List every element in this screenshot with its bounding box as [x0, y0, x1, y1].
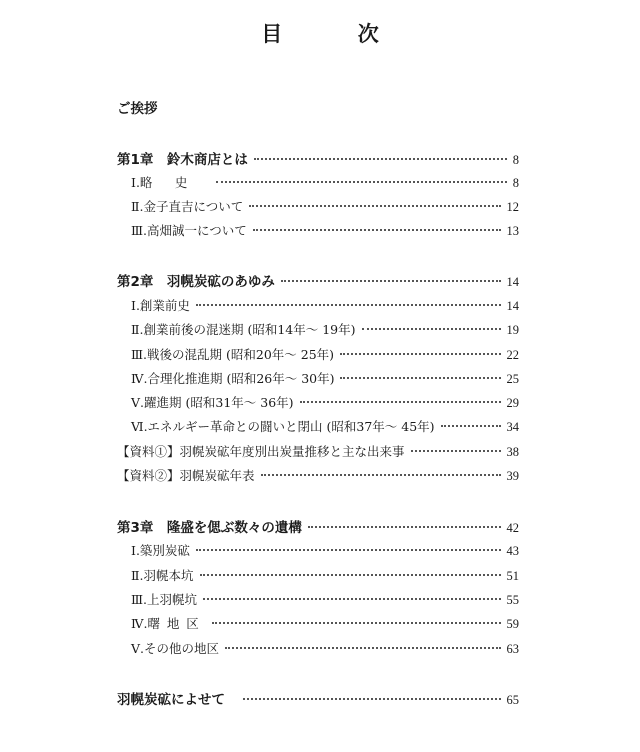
item-number: Ⅲ. — [131, 347, 148, 362]
toc-item[interactable] — [131, 639, 519, 657]
toc-item[interactable] — [131, 345, 519, 363]
leader-dots — [441, 425, 501, 427]
item-text: 創業前史 — [139, 298, 190, 313]
toc-chapter-1[interactable] — [117, 148, 519, 168]
page-number: 8 — [512, 176, 519, 190]
item-number: Ⅲ. — [131, 223, 148, 238]
leader-dots — [362, 328, 501, 330]
item-text: 【資料②】羽幌炭砿年表 — [117, 468, 255, 483]
item-number: Ⅱ. — [131, 322, 144, 337]
leader-dots — [212, 622, 501, 624]
leader-dots — [411, 450, 501, 452]
leader-dots — [203, 598, 500, 600]
item-number: Ⅵ. — [131, 419, 148, 434]
chapter-label: 第3章 隆盛を偲ぶ数々の遺構 — [117, 520, 302, 536]
page-number: 8 — [512, 153, 519, 167]
item-text: 合理化推進期 (昭和26年～ 30年) — [147, 371, 335, 386]
page-number: 42 — [506, 521, 519, 535]
leader-dots — [200, 574, 501, 576]
item-number: Ⅴ. — [131, 641, 145, 656]
item-text: 高畑誠一について — [147, 223, 247, 238]
page-number: 14 — [506, 275, 519, 289]
page-number: 34 — [506, 420, 519, 434]
page-number: 51 — [506, 569, 519, 583]
toc-item[interactable] — [131, 417, 519, 435]
item-number: Ⅱ. — [131, 199, 144, 214]
page-number: 65 — [506, 693, 519, 707]
page-number: 59 — [506, 617, 519, 631]
leader-dots — [308, 526, 501, 528]
toc-appendix-item[interactable] — [117, 466, 519, 484]
item-number: Ⅰ. — [131, 298, 140, 313]
page-number: 29 — [506, 396, 519, 410]
toc-greeting[interactable] — [117, 97, 158, 117]
toc-item[interactable] — [131, 614, 519, 632]
toc-item[interactable] — [131, 590, 519, 608]
page-number: 55 — [506, 593, 519, 607]
leader-dots — [254, 158, 507, 160]
leader-dots — [281, 280, 501, 282]
toc-closing[interactable] — [117, 688, 519, 708]
item-text: 戦後の混乱期 (昭和20年～ 25年) — [147, 347, 335, 362]
page-number: 39 — [506, 469, 519, 483]
page-number: 22 — [506, 348, 519, 362]
item-number: Ⅳ. — [131, 371, 148, 386]
item-number: Ⅲ. — [131, 592, 148, 607]
toc-item[interactable] — [131, 566, 519, 584]
closing-label: 羽幌炭砿によせて — [117, 692, 225, 708]
item-text: 上羽幌坑 — [147, 592, 198, 607]
toc-appendix-item[interactable] — [117, 442, 519, 460]
item-text: 羽幌本坑 — [143, 568, 194, 583]
toc-item[interactable] — [131, 296, 519, 314]
toc-greeting-label: ご挨拶 — [117, 101, 158, 117]
page-number: 43 — [506, 544, 519, 558]
leader-dots — [196, 304, 501, 306]
page-number: 12 — [506, 200, 519, 214]
page-number: 38 — [506, 445, 519, 459]
toc-item[interactable] — [131, 541, 519, 559]
toc-item[interactable] — [131, 173, 519, 191]
page-number: 63 — [506, 642, 519, 656]
item-text: 曙地区 — [147, 616, 206, 631]
item-text: 金子直吉について — [143, 199, 244, 214]
item-text: その他の地区 — [144, 641, 220, 656]
toc-item[interactable] — [131, 393, 519, 411]
leader-dots — [225, 647, 500, 649]
item-text: 躍進期 (昭和31年～ 36年) — [144, 395, 294, 410]
leader-dots — [243, 698, 501, 700]
item-text: エネルギー革命との闘いと閉山 (昭和37年～ 45年) — [147, 419, 435, 434]
item-number: Ⅰ. — [131, 543, 140, 558]
toc-item[interactable] — [131, 221, 519, 239]
item-text: 築別炭砿 — [139, 543, 190, 558]
chapter-label: 第2章 羽幌炭砿のあゆみ — [117, 274, 275, 290]
leader-dots — [340, 377, 500, 379]
page-number: 19 — [506, 323, 519, 337]
toc-item[interactable] — [131, 320, 519, 338]
leader-dots — [300, 401, 501, 403]
toc-chapter-3[interactable] — [117, 516, 519, 536]
page-number: 13 — [506, 224, 519, 238]
leader-dots — [261, 474, 501, 476]
page-number: 25 — [506, 372, 519, 386]
item-number: Ⅰ. — [131, 175, 140, 190]
leader-dots — [196, 549, 501, 551]
toc-item[interactable] — [131, 197, 519, 215]
item-text: 【資料①】羽幌炭砿年度別出炭量推移と主な出来事 — [117, 444, 405, 459]
leader-dots — [253, 229, 501, 231]
leader-dots — [249, 205, 500, 207]
toc-item[interactable] — [131, 369, 519, 387]
leader-dots — [216, 181, 507, 183]
page-number: 14 — [506, 299, 519, 313]
item-number: Ⅱ. — [131, 568, 144, 583]
item-number: Ⅴ. — [131, 395, 145, 410]
toc-chapter-2[interactable] — [117, 270, 519, 290]
chapter-label: 第1章 鈴木商店とは — [117, 152, 248, 168]
page-title: 目 次 — [261, 22, 407, 46]
item-text: 創業前後の混迷期 (昭和14年～ 19年) — [143, 322, 356, 337]
leader-dots — [340, 353, 500, 355]
item-number: Ⅳ. — [131, 616, 148, 631]
item-text: 略史 — [139, 175, 210, 190]
